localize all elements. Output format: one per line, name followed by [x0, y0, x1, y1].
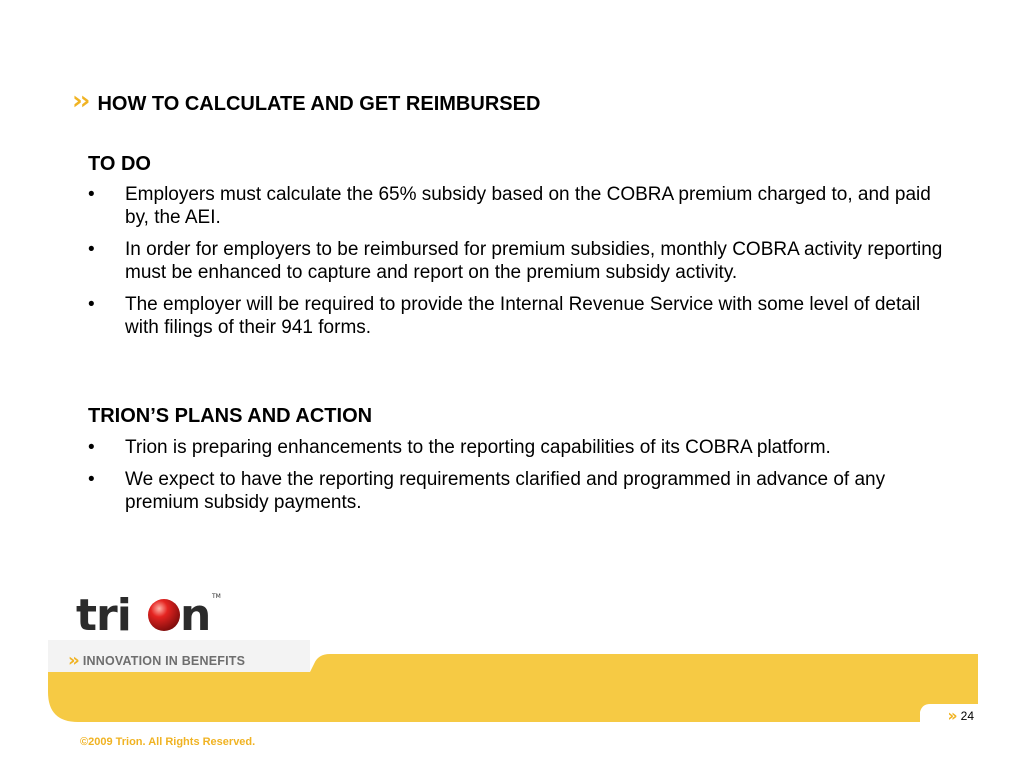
- page-number: 24: [960, 709, 974, 723]
- red-ball-icon: [148, 599, 180, 631]
- plans-bullet-list: [88, 436, 948, 523]
- list-item: • We expect to have the reporting requirements clarified and programmed in advance of any premium subsidy payments.: [88, 468, 948, 514]
- slide-title: HOW TO CALCULATE AND GET REIMBURSED: [97, 93, 541, 115]
- double-chevron-icon: ››: [68, 650, 77, 671]
- slide-title-row: [72, 86, 541, 116]
- section-heading-to-do: TO DO: [88, 153, 151, 175]
- tagline: [68, 650, 246, 671]
- double-chevron-icon: ››: [947, 706, 955, 725]
- list-item: • In order for employers to be reimbursed for premium subsidies, monthly COBRA activity reporting must be enhanced to capture and report on the premium subsidy activity.: [88, 238, 948, 284]
- to-do-bullet-list: [88, 183, 948, 348]
- list-item: • Employers must calculate the 65% subsidy based on the COBRA premium charged to, and paid by, the AEI.: [88, 183, 948, 229]
- list-item: • Trion is preparing enhancements to the reporting capabilities of its COBRA platform.: [88, 436, 948, 459]
- double-chevron-icon: ››: [72, 86, 88, 116]
- svg-text:tri: tri: [76, 590, 131, 638]
- copyright-text: ©2009 Trion. All Rights Reserved.: [80, 736, 256, 748]
- svg-text:n: n: [180, 590, 212, 638]
- trion-logo: [76, 588, 226, 638]
- list-item: • The employer will be required to provide the Internal Revenue Service with some level of detail with filings of their 941 forms.: [88, 293, 948, 339]
- section-heading-plans: TRION’S PLANS AND ACTION: [88, 405, 373, 427]
- tagline-text: INNOVATION IN BENEFITS: [82, 654, 246, 668]
- page-number-area: [947, 706, 974, 725]
- svg-text:TM: TM: [212, 593, 221, 600]
